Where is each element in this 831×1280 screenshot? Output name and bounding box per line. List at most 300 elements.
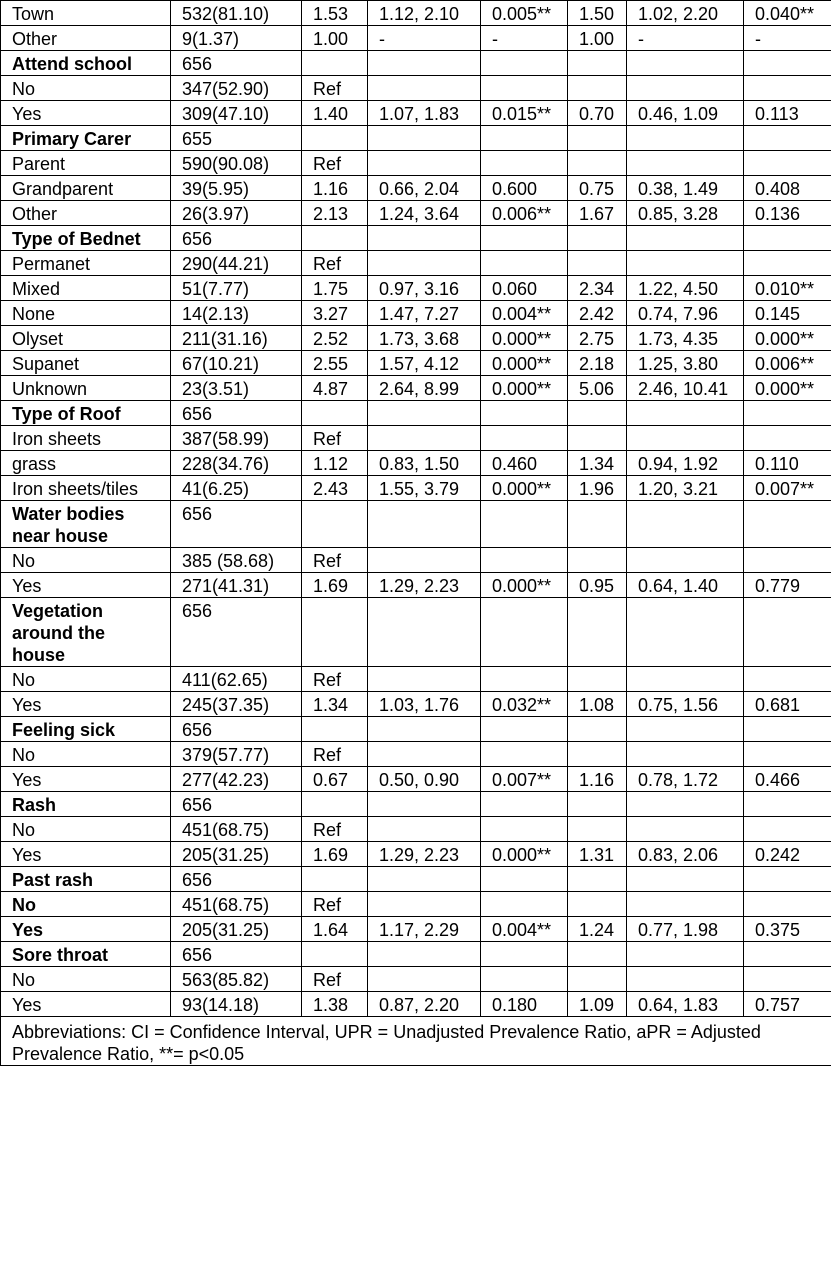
cell-n-percent: 39(5.95) <box>171 176 302 201</box>
cell-apr-ci: 0.74, 7.96 <box>627 301 744 326</box>
cell-apr <box>568 401 627 426</box>
cell-upr-ci <box>368 426 481 451</box>
cell-n-percent: 656 <box>171 717 302 742</box>
cell-n-percent: 656 <box>171 51 302 76</box>
cell-n-percent: 41(6.25) <box>171 476 302 501</box>
cell-upr: 1.53 <box>302 1 368 26</box>
cell-upr-p-value: 0.000** <box>481 476 568 501</box>
cell-upr: 1.40 <box>302 101 368 126</box>
cell-n-percent: 245(37.35) <box>171 692 302 717</box>
cell-apr-p-value: 0.242 <box>744 842 831 867</box>
cell-apr-ci: 0.46, 1.09 <box>627 101 744 126</box>
cell-variable: Olyset <box>1 326 171 351</box>
cell-upr-ci: 0.97, 3.16 <box>368 276 481 301</box>
table-row <box>1 767 831 792</box>
cell-upr-ci: 1.12, 2.10 <box>368 1 481 26</box>
cell-n-percent: 656 <box>171 401 302 426</box>
cell-upr-p-value: 0.007** <box>481 767 568 792</box>
table-body <box>1 1 831 1017</box>
footnote: Abbreviations: CI = Confidence Interval, UPR = Unadjusted Prevalence Ratio, aPR = Adjusted Prevalence Ratio, **= p<0.05 <box>1 1017 831 1066</box>
cell-upr-ci <box>368 251 481 276</box>
cell-upr-p-value <box>481 792 568 817</box>
cell-apr-ci: 0.77, 1.98 <box>627 917 744 942</box>
cell-n-percent: 656 <box>171 226 302 251</box>
table-row <box>1 176 831 201</box>
cell-variable: Yes <box>1 992 171 1017</box>
cell-apr-ci <box>627 867 744 892</box>
cell-variable: Town <box>1 1 171 26</box>
cell-variable: Yes <box>1 767 171 792</box>
cell-upr: Ref <box>302 426 368 451</box>
cell-apr-p-value: 0.466 <box>744 767 831 792</box>
cell-apr-p-value <box>744 792 831 817</box>
cell-apr-p-value <box>744 867 831 892</box>
cell-apr: 1.09 <box>568 992 627 1017</box>
cell-apr-ci: 0.64, 1.40 <box>627 573 744 598</box>
cell-upr-p-value <box>481 51 568 76</box>
cell-upr-p-value <box>481 76 568 101</box>
cell-apr-ci: 0.85, 3.28 <box>627 201 744 226</box>
cell-n-percent: 51(7.77) <box>171 276 302 301</box>
table-row <box>1 573 831 598</box>
cell-apr-ci <box>627 126 744 151</box>
cell-upr-ci: 0.66, 2.04 <box>368 176 481 201</box>
cell-apr <box>568 251 627 276</box>
cell-upr <box>302 717 368 742</box>
table-section-row <box>1 126 831 151</box>
cell-upr-ci: 1.57, 4.12 <box>368 351 481 376</box>
cell-n-percent: 228(34.76) <box>171 451 302 476</box>
cell-upr-p-value: 0.000** <box>481 326 568 351</box>
cell-upr-p-value <box>481 942 568 967</box>
cell-n-percent: 23(3.51) <box>171 376 302 401</box>
cell-upr-p-value: - <box>481 26 568 51</box>
cell-upr: 0.67 <box>302 767 368 792</box>
cell-n-percent: 655 <box>171 126 302 151</box>
cell-upr: 2.55 <box>302 351 368 376</box>
table-row <box>1 692 831 717</box>
cell-upr-p-value: 0.000** <box>481 842 568 867</box>
cell-apr <box>568 942 627 967</box>
cell-n-percent: 9(1.37) <box>171 26 302 51</box>
cell-variable: Vegetation around the house <box>1 598 171 667</box>
cell-n-percent: 656 <box>171 867 302 892</box>
cell-apr-ci: 1.25, 3.80 <box>627 351 744 376</box>
cell-n-percent: 451(68.75) <box>171 817 302 842</box>
cell-apr <box>568 76 627 101</box>
cell-apr-ci: - <box>627 26 744 51</box>
cell-n-percent: 67(10.21) <box>171 351 302 376</box>
cell-apr-p-value <box>744 598 831 667</box>
cell-apr-p-value: 0.408 <box>744 176 831 201</box>
cell-variable: Grandparent <box>1 176 171 201</box>
cell-upr-ci <box>368 226 481 251</box>
cell-upr-p-value <box>481 598 568 667</box>
cell-upr-ci <box>368 51 481 76</box>
table-section-row <box>1 917 831 942</box>
cell-n-percent: 563(85.82) <box>171 967 302 992</box>
cell-upr: 3.27 <box>302 301 368 326</box>
cell-upr-p-value <box>481 501 568 548</box>
cell-upr-p-value <box>481 667 568 692</box>
cell-variable: Yes <box>1 692 171 717</box>
cell-apr-p-value: 0.000** <box>744 326 831 351</box>
cell-apr-p-value: 0.145 <box>744 301 831 326</box>
cell-apr-p-value <box>744 76 831 101</box>
cell-apr: 5.06 <box>568 376 627 401</box>
cell-apr: 1.50 <box>568 1 627 26</box>
cell-upr-ci: - <box>368 26 481 51</box>
table-row <box>1 301 831 326</box>
cell-apr-p-value <box>744 401 831 426</box>
cell-n-percent: 379(57.77) <box>171 742 302 767</box>
cell-variable: Iron sheets/tiles <box>1 476 171 501</box>
table-row <box>1 817 831 842</box>
cell-upr-p-value: 0.600 <box>481 176 568 201</box>
table-row <box>1 76 831 101</box>
cell-apr-p-value: 0.757 <box>744 992 831 1017</box>
cell-upr-ci: 1.29, 2.23 <box>368 842 481 867</box>
cell-upr-ci: 1.24, 3.64 <box>368 201 481 226</box>
cell-apr-ci: 0.64, 1.83 <box>627 992 744 1017</box>
cell-apr-p-value <box>744 501 831 548</box>
cell-upr: 1.64 <box>302 917 368 942</box>
cell-upr <box>302 598 368 667</box>
table-row <box>1 667 831 692</box>
table-row <box>1 351 831 376</box>
cell-apr: 1.67 <box>568 201 627 226</box>
cell-n-percent: 205(31.25) <box>171 917 302 942</box>
cell-upr-p-value: 0.000** <box>481 376 568 401</box>
cell-apr: 1.24 <box>568 917 627 942</box>
cell-n-percent: 93(14.18) <box>171 992 302 1017</box>
cell-apr-p-value: - <box>744 26 831 51</box>
cell-variable: Parent <box>1 151 171 176</box>
cell-apr-ci <box>627 501 744 548</box>
table-section-row <box>1 942 831 967</box>
cell-upr: 1.00 <box>302 26 368 51</box>
cell-apr: 1.31 <box>568 842 627 867</box>
cell-apr-p-value <box>744 251 831 276</box>
cell-upr-ci: 1.17, 2.29 <box>368 917 481 942</box>
cell-variable: None <box>1 301 171 326</box>
cell-apr <box>568 501 627 548</box>
cell-apr: 2.42 <box>568 301 627 326</box>
cell-variable: Unknown <box>1 376 171 401</box>
cell-apr: 1.34 <box>568 451 627 476</box>
cell-apr <box>568 867 627 892</box>
cell-variable: No <box>1 817 171 842</box>
cell-apr-ci <box>627 251 744 276</box>
cell-upr-ci <box>368 742 481 767</box>
cell-variable: Other <box>1 26 171 51</box>
cell-upr: 4.87 <box>302 376 368 401</box>
cell-upr-p-value <box>481 126 568 151</box>
cell-upr-p-value <box>481 151 568 176</box>
cell-upr: 1.69 <box>302 573 368 598</box>
cell-upr-ci <box>368 867 481 892</box>
cell-variable: No <box>1 892 171 917</box>
table-row <box>1 251 831 276</box>
cell-apr <box>568 792 627 817</box>
cell-n-percent: 656 <box>171 942 302 967</box>
cell-apr <box>568 717 627 742</box>
cell-apr-ci <box>627 548 744 573</box>
cell-apr: 1.08 <box>568 692 627 717</box>
cell-apr-ci <box>627 717 744 742</box>
cell-apr <box>568 51 627 76</box>
cell-apr-p-value: 0.010** <box>744 276 831 301</box>
cell-upr <box>302 942 368 967</box>
cell-upr-p-value <box>481 401 568 426</box>
cell-apr-ci: 0.75, 1.56 <box>627 692 744 717</box>
cell-upr: 2.43 <box>302 476 368 501</box>
cell-upr <box>302 226 368 251</box>
cell-apr-ci: 0.94, 1.92 <box>627 451 744 476</box>
cell-upr-ci <box>368 792 481 817</box>
cell-upr-p-value <box>481 967 568 992</box>
cell-apr-ci <box>627 817 744 842</box>
cell-apr-ci <box>627 151 744 176</box>
cell-upr-ci: 0.83, 1.50 <box>368 451 481 476</box>
cell-upr: 1.38 <box>302 992 368 1017</box>
cell-apr <box>568 126 627 151</box>
cell-variable: Past rash <box>1 867 171 892</box>
cell-upr-p-value <box>481 717 568 742</box>
cell-apr-p-value: 0.006** <box>744 351 831 376</box>
table-section-row <box>1 892 831 917</box>
cell-upr-ci: 1.07, 1.83 <box>368 101 481 126</box>
cell-apr <box>568 742 627 767</box>
table-row <box>1 376 831 401</box>
cell-variable: Other <box>1 201 171 226</box>
cell-apr-ci <box>627 598 744 667</box>
cell-n-percent: 309(47.10) <box>171 101 302 126</box>
cell-upr-p-value: 0.000** <box>481 573 568 598</box>
cell-upr-p-value <box>481 426 568 451</box>
cell-apr <box>568 667 627 692</box>
cell-apr <box>568 226 627 251</box>
table-section-row <box>1 401 831 426</box>
cell-variable: Rash <box>1 792 171 817</box>
table-row <box>1 1 831 26</box>
table-section-row <box>1 226 831 251</box>
cell-apr-ci <box>627 51 744 76</box>
table-row <box>1 742 831 767</box>
cell-upr-ci <box>368 817 481 842</box>
cell-n-percent: 14(2.13) <box>171 301 302 326</box>
cell-n-percent: 656 <box>171 598 302 667</box>
cell-apr-p-value: 0.779 <box>744 573 831 598</box>
table-row <box>1 548 831 573</box>
cell-apr-p-value <box>744 742 831 767</box>
cell-variable: Permanet <box>1 251 171 276</box>
cell-upr <box>302 792 368 817</box>
cell-variable: Type of Bednet <box>1 226 171 251</box>
cell-upr: Ref <box>302 251 368 276</box>
table-row <box>1 151 831 176</box>
cell-n-percent: 211(31.16) <box>171 326 302 351</box>
cell-variable: Attend school <box>1 51 171 76</box>
cell-upr: 1.75 <box>302 276 368 301</box>
cell-apr-p-value <box>744 426 831 451</box>
table-row <box>1 326 831 351</box>
cell-upr-ci <box>368 501 481 548</box>
cell-apr: 0.70 <box>568 101 627 126</box>
cell-upr-p-value: 0.004** <box>481 301 568 326</box>
cell-variable: Type of Roof <box>1 401 171 426</box>
cell-upr-p-value <box>481 548 568 573</box>
cell-apr: 2.34 <box>568 276 627 301</box>
cell-n-percent: 387(58.99) <box>171 426 302 451</box>
cell-upr-ci: 1.55, 3.79 <box>368 476 481 501</box>
cell-upr-p-value: 0.004** <box>481 917 568 942</box>
cell-apr-ci: 0.78, 1.72 <box>627 767 744 792</box>
cell-upr-ci: 1.29, 2.23 <box>368 573 481 598</box>
cell-upr-ci <box>368 126 481 151</box>
table-section-row <box>1 501 831 548</box>
cell-apr-p-value <box>744 548 831 573</box>
cell-apr-ci: 1.20, 3.21 <box>627 476 744 501</box>
cell-upr <box>302 51 368 76</box>
cell-apr-ci: 2.46, 10.41 <box>627 376 744 401</box>
cell-apr-ci <box>627 426 744 451</box>
cell-upr-ci <box>368 892 481 917</box>
table-section-row <box>1 598 831 667</box>
cell-upr-ci: 2.64, 8.99 <box>368 376 481 401</box>
cell-upr: 1.34 <box>302 692 368 717</box>
cell-upr-p-value: 0.005** <box>481 1 568 26</box>
cell-n-percent: 277(42.23) <box>171 767 302 792</box>
cell-apr-ci <box>627 742 744 767</box>
cell-apr-p-value <box>744 967 831 992</box>
table-section-row <box>1 792 831 817</box>
cell-apr: 0.75 <box>568 176 627 201</box>
cell-apr-ci: 1.02, 2.20 <box>627 1 744 26</box>
cell-upr-ci <box>368 717 481 742</box>
cell-upr: 1.16 <box>302 176 368 201</box>
cell-upr-p-value <box>481 817 568 842</box>
table-section-row <box>1 867 831 892</box>
cell-variable: No <box>1 967 171 992</box>
cell-apr: 1.96 <box>568 476 627 501</box>
cell-upr-p-value <box>481 742 568 767</box>
cell-apr: 1.00 <box>568 26 627 51</box>
cell-upr-ci: 1.47, 7.27 <box>368 301 481 326</box>
cell-n-percent: 532(81.10) <box>171 1 302 26</box>
cell-apr-p-value <box>744 51 831 76</box>
cell-apr <box>568 548 627 573</box>
cell-upr-p-value <box>481 226 568 251</box>
table-section-row <box>1 717 831 742</box>
cell-variable: Yes <box>1 101 171 126</box>
cell-apr <box>568 892 627 917</box>
cell-upr: Ref <box>302 967 368 992</box>
cell-variable: Yes <box>1 842 171 867</box>
footnote-row <box>1 1017 831 1066</box>
cell-n-percent: 411(62.65) <box>171 667 302 692</box>
cell-apr-ci <box>627 401 744 426</box>
cell-apr-ci <box>627 942 744 967</box>
cell-n-percent: 590(90.08) <box>171 151 302 176</box>
cell-upr-ci <box>368 151 481 176</box>
cell-variable: Mixed <box>1 276 171 301</box>
cell-variable: Yes <box>1 917 171 942</box>
cell-n-percent: 290(44.21) <box>171 251 302 276</box>
cell-variable: No <box>1 742 171 767</box>
cell-apr: 2.18 <box>568 351 627 376</box>
table-section-row <box>1 51 831 76</box>
cell-upr-ci: 1.03, 1.76 <box>368 692 481 717</box>
cell-n-percent: 205(31.25) <box>171 842 302 867</box>
cell-n-percent: 385 (58.68) <box>171 548 302 573</box>
cell-apr-ci <box>627 792 744 817</box>
cell-upr-ci: 0.87, 2.20 <box>368 992 481 1017</box>
cell-variable: Feeling sick <box>1 717 171 742</box>
cell-apr: 2.75 <box>568 326 627 351</box>
cell-upr-ci <box>368 667 481 692</box>
cell-n-percent: 26(3.97) <box>171 201 302 226</box>
cell-apr-p-value: 0.681 <box>744 692 831 717</box>
cell-variable: Primary Carer <box>1 126 171 151</box>
cell-variable: Sore throat <box>1 942 171 967</box>
table-row <box>1 992 831 1017</box>
cell-upr-p-value <box>481 892 568 917</box>
cell-variable: No <box>1 667 171 692</box>
cell-apr-p-value <box>744 942 831 967</box>
cell-apr-p-value: 0.136 <box>744 201 831 226</box>
cell-upr-p-value: 0.000** <box>481 351 568 376</box>
cell-apr-p-value <box>744 151 831 176</box>
cell-apr-ci: 1.22, 4.50 <box>627 276 744 301</box>
table-row <box>1 842 831 867</box>
table-row <box>1 201 831 226</box>
cell-apr-p-value: 0.110 <box>744 451 831 476</box>
cell-upr: 1.69 <box>302 842 368 867</box>
cell-apr <box>568 817 627 842</box>
cell-apr-p-value <box>744 817 831 842</box>
cell-upr-p-value: 0.015** <box>481 101 568 126</box>
cell-upr-ci <box>368 401 481 426</box>
table-row <box>1 26 831 51</box>
cell-upr: 1.12 <box>302 451 368 476</box>
cell-apr-p-value <box>744 892 831 917</box>
cell-apr-ci: 0.38, 1.49 <box>627 176 744 201</box>
cell-upr: Ref <box>302 76 368 101</box>
cell-upr-ci <box>368 942 481 967</box>
cell-upr: Ref <box>302 151 368 176</box>
cell-upr: Ref <box>302 667 368 692</box>
cell-upr <box>302 867 368 892</box>
cell-upr: Ref <box>302 548 368 573</box>
cell-upr-p-value: 0.006** <box>481 201 568 226</box>
cell-variable: Supanet <box>1 351 171 376</box>
cell-variable: Iron sheets <box>1 426 171 451</box>
cell-upr: Ref <box>302 817 368 842</box>
cell-apr-p-value: 0.007** <box>744 476 831 501</box>
cell-upr: Ref <box>302 892 368 917</box>
cell-upr-ci: 0.50, 0.90 <box>368 767 481 792</box>
cell-apr: 1.16 <box>568 767 627 792</box>
cell-upr-ci: 1.73, 3.68 <box>368 326 481 351</box>
cell-n-percent: 656 <box>171 792 302 817</box>
table-row <box>1 426 831 451</box>
table-row <box>1 451 831 476</box>
cell-apr-p-value: 0.040** <box>744 1 831 26</box>
cell-upr-p-value: 0.180 <box>481 992 568 1017</box>
cell-apr-p-value <box>744 667 831 692</box>
cell-n-percent: 347(52.90) <box>171 76 302 101</box>
